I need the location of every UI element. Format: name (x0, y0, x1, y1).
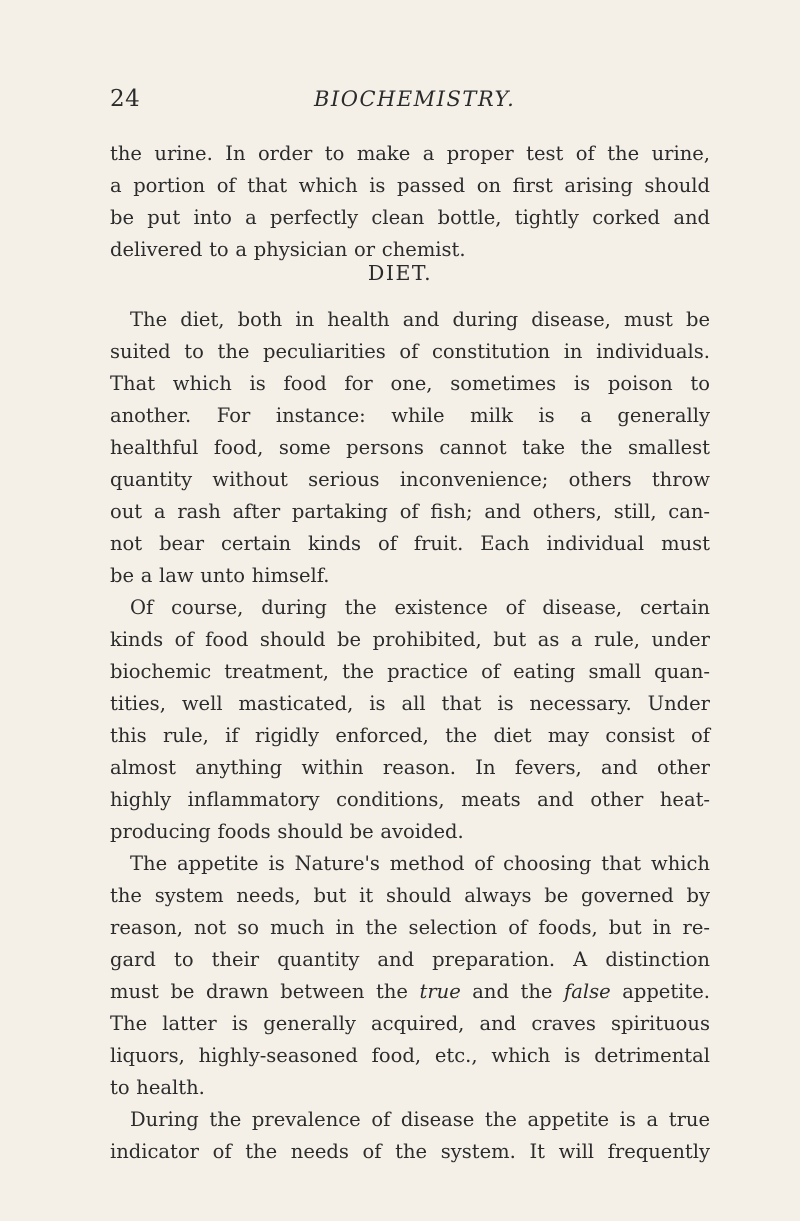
text-line: The appetite is Nature's method of choosing that which (130, 852, 710, 875)
text-line: tities, well masticated, is all that is necessary. Under (110, 692, 710, 715)
text-line: a portion of that which is passed on first arising should (110, 174, 710, 197)
text-line: this rule, if rigidly enforced, the diet may consist of (110, 724, 710, 747)
running-head: BIOCHEMISTRY. (314, 87, 516, 111)
page-number: 24 (110, 86, 141, 112)
text-line: be put into a perfectly clean bottle, tightly corked and (110, 206, 710, 229)
text-line: to health. (110, 1076, 205, 1099)
text-line: healthful food, some persons cannot take the smallest (110, 436, 710, 459)
text-line: the urine. In order to make a proper test of the urine, (110, 142, 710, 165)
text-line: biochemic treatment, the practice of eating small quan- (110, 660, 710, 683)
text-line: quantity without serious inconvenience; others throw (110, 468, 710, 491)
text-line: Of course, during the existence of disease, certain (130, 596, 710, 619)
text-line: another. For instance: while milk is a generally (110, 404, 710, 427)
text-line: gard to their quantity and preparation. A distinction (110, 948, 710, 971)
text-line: the system needs, but it should always be governed by (110, 884, 710, 907)
text-line: highly inflammatory conditions, meats and other heat- (110, 788, 710, 811)
text-line-true-false (110, 976, 710, 1008)
text-line: not bear certain kinds of fruit. Each individual must (110, 532, 710, 555)
text-line: delivered to a physician or chemist. (110, 238, 466, 261)
section-heading: DIET. (367, 261, 433, 285)
text-line: suited to the peculiarities of constitution in individuals. (110, 340, 710, 363)
text-line: liquors, highly-seasoned food, etc., which is detrimental (110, 1044, 710, 1067)
text-fragment: must be drawn between the (110, 980, 420, 1003)
text-line: kinds of food should be prohibited, but as a rule, under (110, 628, 710, 651)
text-fragment: and the (460, 980, 565, 1003)
text-line: producing foods should be avoided. (110, 820, 464, 843)
text-line: The diet, both in health and during disease, must be (130, 308, 710, 331)
text-line: The latter is generally acquired, and craves spirituous (110, 1012, 710, 1035)
text-line: That which is food for one, sometimes is poison to (110, 372, 710, 395)
text-line: almost anything within reason. In fevers, and other (110, 756, 710, 779)
text-line: indicator of the needs of the system. It will frequently (110, 1140, 710, 1163)
italic-word-true: true (419, 980, 461, 1003)
text-line: be a law unto himself. (110, 564, 330, 587)
text-fragment: appetite. (610, 980, 710, 1003)
page-header (110, 86, 710, 116)
text-line: During the prevalence of disease the appetite is a true (130, 1108, 710, 1131)
text-line: reason, not so much in the selection of foods, but in re- (110, 916, 710, 939)
text-line: out a rash after partaking of fish; and others, still, can- (110, 500, 710, 523)
italic-word-false: false (564, 980, 611, 1003)
